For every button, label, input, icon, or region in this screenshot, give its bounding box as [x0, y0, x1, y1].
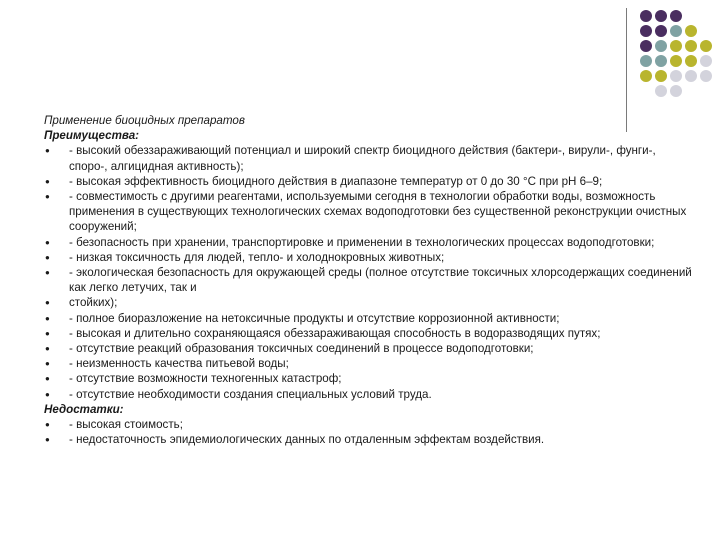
bullet-icon: ●: [45, 176, 50, 186]
bullet-icon: ●: [45, 268, 50, 278]
decorative-dot: [670, 55, 682, 67]
list-item: ● - высокая и длительно сохраняющаяся обеззараживающая способность в водоразводящих путях;: [45, 326, 601, 340]
list-item: ● стойких);: [45, 296, 118, 310]
bullet-icon: ●: [45, 237, 50, 247]
disadvantages-heading: Недостатки:: [44, 402, 124, 416]
bullet-icon: ●: [45, 328, 50, 338]
decorative-dot: [640, 55, 652, 67]
list-item: ● - отсутствие возможности техногенных катастроф;: [45, 372, 342, 386]
bullet-icon: ●: [45, 252, 50, 262]
decorative-dot: [655, 40, 667, 52]
decorative-dot: [685, 25, 697, 37]
decorative-dot: [670, 10, 682, 22]
decorative-dot: [670, 70, 682, 82]
list-item: ● - недостаточность эпидемиологических данных по отдаленным эффектам воздействия.: [45, 433, 545, 447]
document-body: [44, 113, 694, 447]
bullet-icon: ●: [45, 435, 50, 445]
bullet-icon: ●: [45, 192, 50, 202]
decorative-dot: [700, 55, 712, 67]
list-item: ● - безопасность при хранении, транспортировке и применении в технологических процессах водоподготовки;: [45, 235, 655, 249]
list-item: ● - высокий обеззараживающий потенциал и широкий спектр биоцидного действия (бактери-, вирули-, фунги-, споро-, алгицидная активность);: [45, 144, 656, 173]
decorative-dot: [640, 40, 652, 52]
advantages-heading: Преимущества:: [44, 129, 140, 143]
decorative-dot: [655, 10, 667, 22]
decorative-dot: [655, 55, 667, 67]
decorative-dot: [655, 25, 667, 37]
decorative-dot: [670, 85, 682, 97]
list-item: ● - высокая стоимость;: [45, 418, 183, 432]
document-title: Применение биоцидных препаратов: [44, 114, 245, 127]
decorative-dot: [670, 40, 682, 52]
decorative-dot: [640, 25, 652, 37]
decorative-dot: [655, 85, 667, 97]
advantages-list: [44, 143, 694, 401]
bullet-icon: ●: [45, 420, 50, 430]
bullet-icon: ●: [45, 389, 50, 399]
decorative-dot: [670, 25, 682, 37]
list-item: ● - высокая эффективность биоцидного действия в диапазоне температур от 0 до 30 °С при рН 6–9;: [45, 174, 603, 188]
list-item: ● - отсутствие необходимости создания специальных условий труда.: [45, 387, 432, 401]
list-item: ● - совместимость с другими реагентами, используемыми сегодня в технологии обработки воды, возможность применения в существующих технологических схемах водоподготовки без существенной реконструкции очистных сооружений;: [45, 190, 687, 234]
decorative-dot: [640, 70, 652, 82]
decorative-dot: [700, 70, 712, 82]
decorative-dot: [685, 40, 697, 52]
bullet-icon: ●: [45, 313, 50, 323]
list-item: ● - неизменность качества питьевой воды;: [45, 357, 289, 371]
decorative-dot: [655, 70, 667, 82]
list-item: ● - отсутствие реакций образования токсичных соединений в процессе водоподготовки;: [45, 342, 534, 356]
list-item: ● - экологическая безопасность для окружающей среды (полное отсутствие токсичных хлорсодержащих соединений как легко летучих, так и: [45, 266, 692, 295]
bullet-icon: ●: [45, 374, 50, 384]
bullet-icon: ●: [45, 344, 50, 354]
decorative-dot: [685, 55, 697, 67]
disadvantages-list: [44, 417, 694, 447]
list-item: ● - низкая токсичность для людей, тепло- и холоднокровных животных;: [45, 250, 445, 264]
bullet-icon: ●: [45, 146, 50, 156]
decorative-dot: [640, 10, 652, 22]
bullet-icon: ●: [45, 359, 50, 369]
list-item: ● - полное биоразложение на нетоксичные продукты и отсутствие коррозионной активности;: [45, 311, 560, 325]
bullet-icon: ●: [45, 298, 50, 308]
decorative-dot: [685, 70, 697, 82]
decorative-dot: [700, 40, 712, 52]
